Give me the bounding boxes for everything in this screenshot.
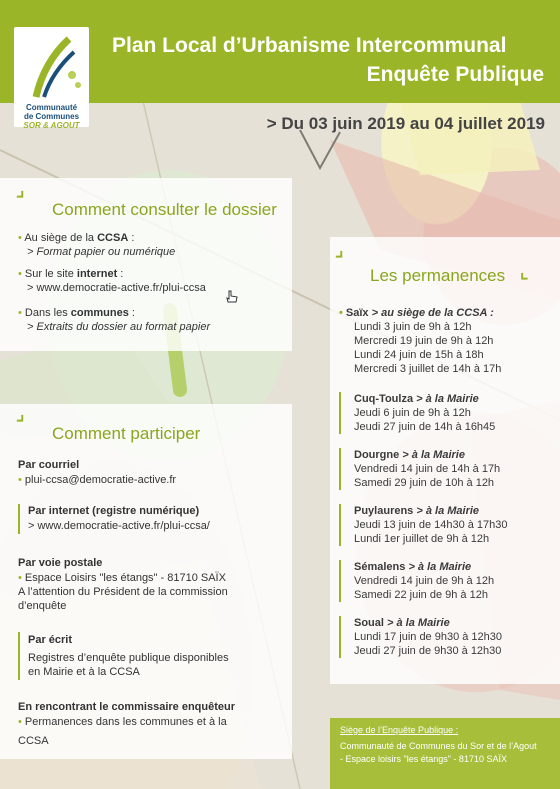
ecrit-line1: Registres d’enquête publique disponibles	[28, 652, 229, 664]
courriel-heading: Par courriel	[18, 459, 80, 471]
consult-item-ccsa-sub: > Format papier ou numérique	[27, 246, 176, 258]
permanence-group-saix	[339, 306, 555, 376]
logo-caption	[14, 103, 89, 130]
permanence-town: Dourgne	[354, 449, 400, 461]
bullet-icon: •	[18, 232, 22, 244]
courriel-email[interactable]: plui-ccsa@democratie-active.fr	[24, 474, 177, 486]
permanence-group-puylaurens	[339, 504, 555, 546]
section-bracket-icon: ⌞	[520, 262, 529, 282]
footer-line3: - Espace loisirs "les étangs" - 81710 SAÏX	[340, 754, 507, 764]
internet-heading: Par internet (registre numérique)	[28, 505, 200, 517]
section-bracket-icon: ⌟	[335, 240, 344, 260]
ecrit-heading: Par écrit	[28, 634, 73, 646]
permanence-place: > à la Mairie	[408, 561, 472, 573]
logo-line1: Communauté	[25, 103, 78, 112]
permanence-town: Saïx	[345, 307, 369, 319]
permanence-group-cuq	[339, 392, 555, 434]
footer-line2: Communauté de Communes du Sor et de l’Agout	[340, 741, 537, 751]
permanence-group-soual	[339, 616, 555, 658]
permanence-slot: Mercredi 19 juin de 9h à 12h	[354, 335, 494, 347]
permanences-title: Les permanences	[370, 266, 506, 285]
permanence-slot: Jeudi 13 juin de 14h30 à 17h30	[354, 519, 508, 531]
section-bracket-icon: ⌟	[16, 180, 25, 200]
consult-website-link[interactable]: > www.democratie-active.fr/plui-ccsa	[27, 282, 206, 294]
permanence-slot: Jeudi 27 juin de 9h30 à 12h30	[354, 645, 502, 657]
permanence-slot: Jeudi 27 juin de 14h à 16h45	[354, 421, 496, 433]
permanence-place: > à la Mairie	[416, 393, 479, 405]
footer-heading: Siège de l’Enquête Publique :	[340, 725, 459, 735]
permanence-place: > à la Mairie	[416, 505, 480, 517]
consult-item-internet-suffix: :	[117, 268, 124, 280]
rencontre-line	[18, 715, 288, 729]
bullet-icon: •	[18, 307, 22, 319]
permanence-slot: Lundi 17 juin de 9h30 à 12h30	[354, 631, 503, 643]
participate-separator	[18, 632, 20, 680]
consult-item-communes-prefix: Dans les	[24, 307, 71, 319]
bullet-icon: •	[18, 716, 22, 728]
logo-mark-icon	[14, 27, 89, 103]
permanence-group-semalens	[339, 560, 555, 602]
permanence-slot: Samedi 29 juin de 10h à 12h	[354, 477, 495, 489]
permanence-slot: Lundi 1er juillet de 9h à 12h	[354, 533, 490, 545]
rencontre-text: Permanences dans les communes et à la	[24, 716, 227, 728]
page-title: Plan Local d’Urbanisme Intercommunal	[112, 34, 507, 57]
participate-separator	[18, 504, 20, 534]
permanence-slot: Lundi 24 juin de 15h à 18h	[354, 349, 484, 361]
permanence-town: Cuq-Toulza	[354, 393, 414, 405]
page-subtitle: Enquête Publique	[366, 63, 544, 86]
bullet-icon: •	[339, 307, 343, 319]
permanence-town: Puylaurens	[354, 505, 414, 517]
consult-item-ccsa-suffix: :	[128, 232, 135, 244]
postale-heading: Par voie postale	[18, 557, 103, 569]
permanence-slot: Vendredi 14 juin de 9h à 12h	[354, 575, 495, 587]
permanence-place: > à la Mairie	[387, 617, 450, 629]
consult-item-communes-strong: communes	[70, 307, 129, 319]
permanence-head	[339, 560, 555, 574]
permanence-slot: Vendredi 14 juin de 14h à 17h	[354, 463, 501, 475]
permanence-place: > au siège de la CCSA :	[371, 307, 494, 319]
permanence-place: > à la Mairie	[402, 449, 465, 461]
participate-title: Comment participer	[52, 424, 201, 443]
consult-title: Comment consulter le dossier	[52, 200, 277, 219]
postale-attention: A l’attention du Président de la commission	[18, 586, 228, 598]
bullet-icon: •	[18, 572, 22, 584]
permanence-slot: Jeudi 6 juin de 9h à 12h	[354, 407, 471, 419]
footer-box	[330, 718, 560, 789]
rencontre-line2: CCSA	[18, 735, 49, 747]
courriel-line	[18, 473, 288, 487]
postale-address	[18, 571, 288, 585]
consult-item-internet-prefix: Sur le site	[24, 268, 77, 280]
permanence-head	[339, 504, 555, 518]
rencontre-heading: En rencontrant le commissaire enquêteur	[18, 701, 236, 713]
permanence-slot: Samedi 22 juin de 9h à 12h	[354, 589, 488, 601]
permanence-group-dourgne	[339, 448, 555, 490]
consult-item-internet-strong: internet	[76, 268, 118, 280]
permanence-head	[339, 306, 555, 320]
permanence-head	[339, 392, 555, 406]
bullet-icon: •	[18, 268, 22, 280]
consult-item-communes-suffix: :	[128, 307, 135, 319]
consult-item-ccsa-strong: CCSA	[97, 232, 129, 244]
consult-item-communes-sub: > Extraits du dossier au format papier	[27, 321, 211, 333]
consult-item-ccsa	[18, 231, 288, 259]
permanence-town: Soual	[354, 617, 384, 629]
permanence-slot: Mercredi 3 juillet de 14h à 17h	[354, 363, 502, 375]
survey-dates: > Du 03 juin 2019 au 04 juillet 2019	[266, 114, 545, 133]
internet-link[interactable]: > www.democratie-active.fr/plui-ccsa/	[28, 520, 210, 532]
permanence-head	[339, 616, 555, 630]
postale-attention-2: d’enquête	[18, 600, 67, 612]
consult-item-communes	[18, 306, 288, 334]
ccsa-logo	[14, 27, 89, 130]
ecrit-line2: en Mairie et à la CCSA	[28, 666, 140, 678]
logo-line3: SOR & AGOUT	[23, 121, 80, 130]
consult-item-ccsa-prefix: Au siège de la	[24, 232, 98, 244]
logo-line2: de Communes	[23, 112, 80, 121]
section-bracket-icon: ⌟	[16, 404, 25, 424]
hand-cursor-icon	[225, 290, 239, 304]
permanence-slot: Lundi 3 juin de 9h à 12h	[354, 321, 472, 333]
permanence-head	[339, 448, 555, 462]
permanence-town: Sémalens	[354, 561, 406, 573]
bullet-icon: •	[18, 474, 22, 486]
consult-item-internet	[18, 267, 288, 295]
postale-address-text: Espace Loisirs "les étangs" - 81710 SAÏX	[24, 572, 226, 584]
